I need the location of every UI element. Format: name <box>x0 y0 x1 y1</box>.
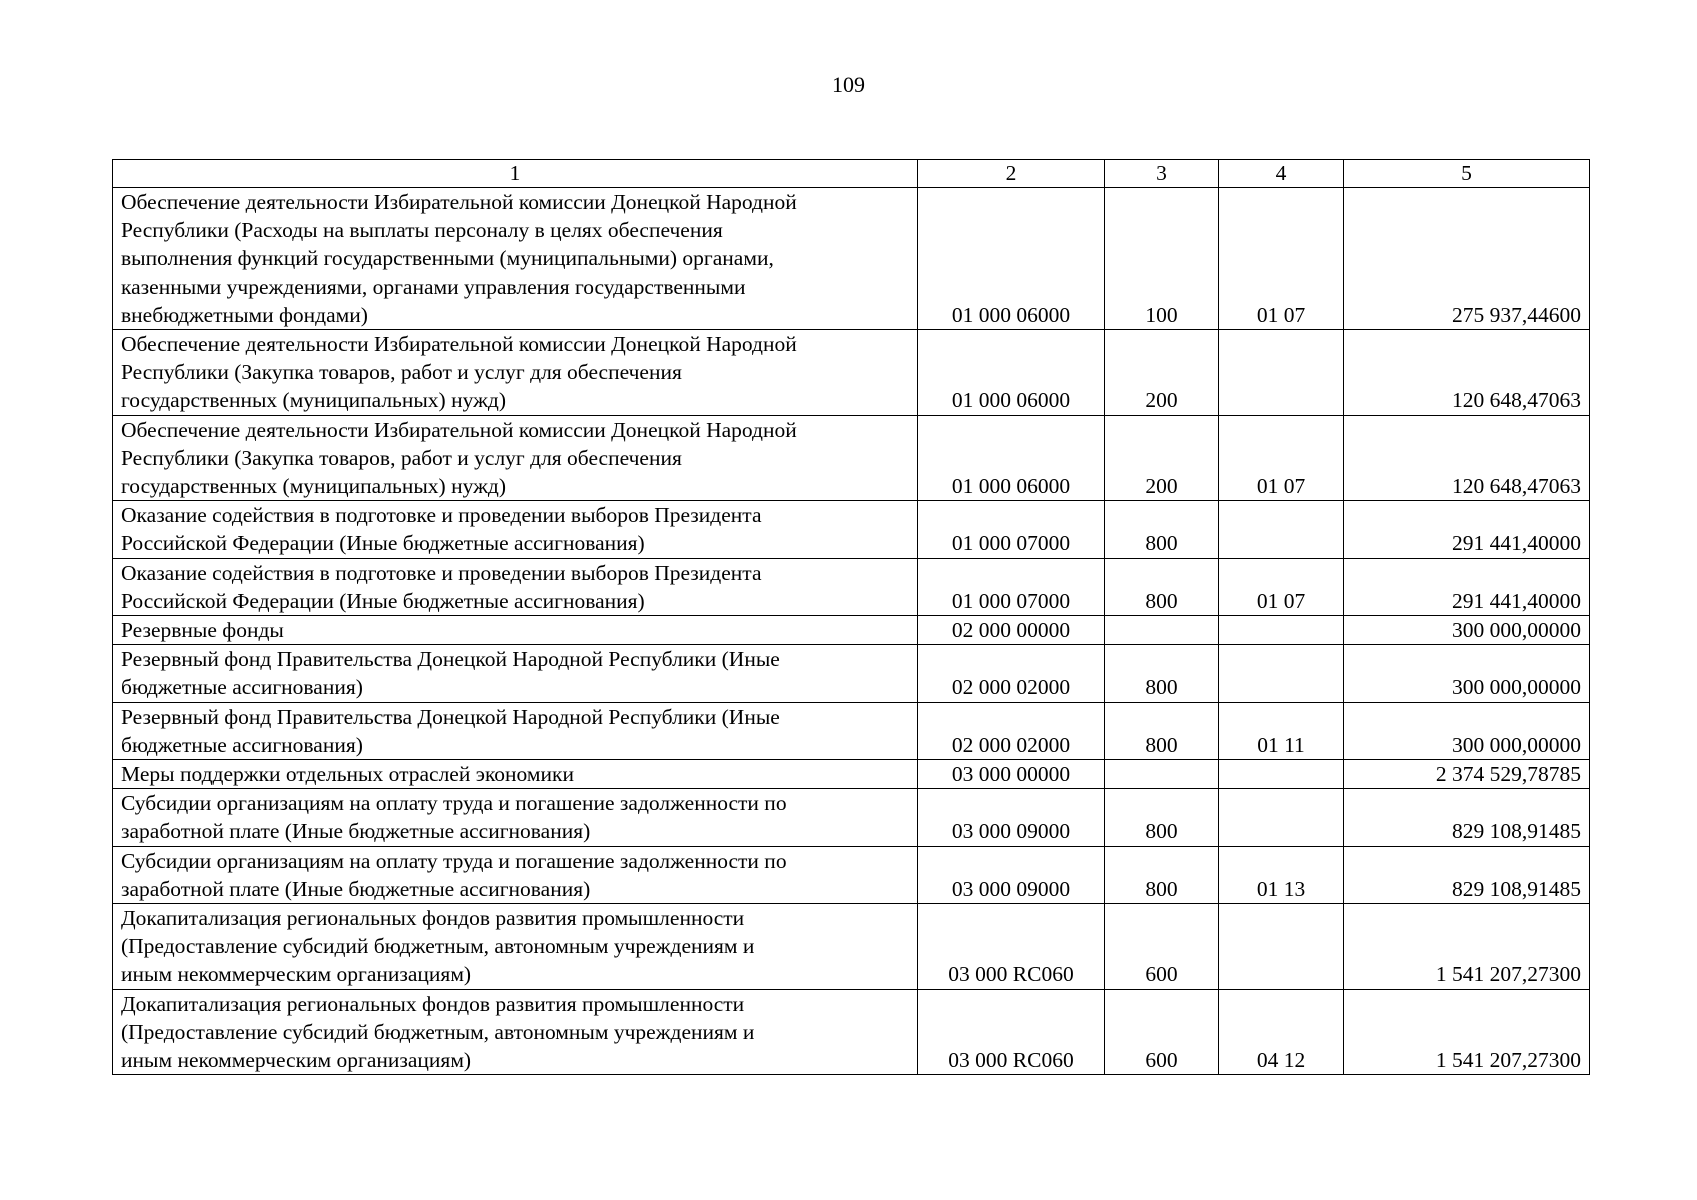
table-row <box>113 846 1590 903</box>
header-cell-3: 3 <box>1105 160 1219 188</box>
row-section <box>1219 645 1344 702</box>
row-amount: 300 000,00000 <box>1344 645 1590 702</box>
row-name: Докапитализация региональных фондов развития промышленности (Предоставление субсидий бюджетным, автономным учреждениям и иным некоммерческим организациям) <box>113 904 918 990</box>
row-code: 03 000 RC060 <box>918 989 1105 1075</box>
table-row <box>113 616 1590 645</box>
page-number: 109 <box>832 72 865 97</box>
row-name: Меры поддержки отдельных отраслей экономики <box>113 760 918 789</box>
row-expense-type: 800 <box>1105 702 1219 759</box>
row-name: Резервный фонд Правительства Донецкой Народной Республики (Иные бюджетные ассигнования) <box>113 645 918 702</box>
row-amount: 2 374 529,78785 <box>1344 760 1590 789</box>
row-amount: 291 441,40000 <box>1344 558 1590 615</box>
row-name: Резервные фонды <box>113 616 918 645</box>
row-name: Резервный фонд Правительства Донецкой Народной Республики (Иные бюджетные ассигнования) <box>113 702 918 759</box>
row-amount: 829 108,91485 <box>1344 846 1590 903</box>
row-name: Оказание содействия в подготовке и проведении выборов Президента Российской Федерации (Иные бюджетные ассигнования) <box>113 501 918 558</box>
row-expense-type: 800 <box>1105 789 1219 846</box>
row-expense-type: 800 <box>1105 501 1219 558</box>
table-row <box>113 501 1590 558</box>
row-expense-type: 800 <box>1105 558 1219 615</box>
row-section: 01 07 <box>1219 415 1344 501</box>
table-row <box>113 330 1590 416</box>
row-section <box>1219 501 1344 558</box>
row-name: Обеспечение деятельности Избирательной комиссии Донецкой Народной Республики (Закупка товаров, работ и услуг для обеспечения государственных (муниципальных) нужд) <box>113 330 918 416</box>
row-section: 01 13 <box>1219 846 1344 903</box>
row-amount: 300 000,00000 <box>1344 616 1590 645</box>
row-code: 01 000 06000 <box>918 330 1105 416</box>
row-name: Субсидии организациям на оплату труда и погашение задолженности по заработной плате (Иные бюджетные ассигнования) <box>113 846 918 903</box>
row-expense-type: 600 <box>1105 904 1219 990</box>
row-code: 03 000 09000 <box>918 846 1105 903</box>
row-amount: 120 648,47063 <box>1344 330 1590 416</box>
row-expense-type: 800 <box>1105 645 1219 702</box>
row-section <box>1219 330 1344 416</box>
row-amount: 275 937,44600 <box>1344 188 1590 330</box>
row-expense-type: 200 <box>1105 330 1219 416</box>
row-expense-type: 600 <box>1105 989 1219 1075</box>
row-expense-type: 200 <box>1105 415 1219 501</box>
row-amount: 120 648,47063 <box>1344 415 1590 501</box>
table-row <box>113 904 1590 990</box>
row-expense-type: 800 <box>1105 846 1219 903</box>
row-code: 02 000 02000 <box>918 645 1105 702</box>
header-row <box>113 160 1590 188</box>
row-code: 03 000 00000 <box>918 760 1105 789</box>
row-amount: 829 108,91485 <box>1344 789 1590 846</box>
row-name: Обеспечение деятельности Избирательной комиссии Донецкой Народной Республики (Закупка товаров, работ и услуг для обеспечения государственных (муниципальных) нужд) <box>113 415 918 501</box>
row-code: 03 000 09000 <box>918 789 1105 846</box>
row-name: Субсидии организациям на оплату труда и погашение задолженности по заработной плате (Иные бюджетные ассигнования) <box>113 789 918 846</box>
row-amount: 1 541 207,27300 <box>1344 904 1590 990</box>
row-amount: 1 541 207,27300 <box>1344 989 1590 1075</box>
table-row <box>113 789 1590 846</box>
header-cell-1: 1 <box>113 160 918 188</box>
row-code: 01 000 07000 <box>918 558 1105 615</box>
row-code: 01 000 06000 <box>918 415 1105 501</box>
row-section: 01 07 <box>1219 558 1344 615</box>
table-row <box>113 989 1590 1075</box>
row-expense-type: 100 <box>1105 188 1219 330</box>
table-row <box>113 415 1590 501</box>
header-cell-5: 5 <box>1344 160 1590 188</box>
row-code: 03 000 RC060 <box>918 904 1105 990</box>
table-row <box>113 558 1590 615</box>
row-code: 02 000 02000 <box>918 702 1105 759</box>
row-section <box>1219 904 1344 990</box>
row-code: 02 000 00000 <box>918 616 1105 645</box>
row-section <box>1219 616 1344 645</box>
table-body <box>113 188 1590 1075</box>
table-row <box>113 702 1590 759</box>
header-cell-2: 2 <box>918 160 1105 188</box>
row-name: Докапитализация региональных фондов развития промышленности (Предоставление субсидий бюджетным, автономным учреждениям и иным некоммерческим организациям) <box>113 989 918 1075</box>
header-cell-4: 4 <box>1219 160 1344 188</box>
row-name: Оказание содействия в подготовке и проведении выборов Президента Российской Федерации (Иные бюджетные ассигнования) <box>113 558 918 615</box>
row-amount: 291 441,40000 <box>1344 501 1590 558</box>
table-row <box>113 760 1590 789</box>
row-name: Обеспечение деятельности Избирательной комиссии Донецкой Народной Республики (Расходы на выплаты персоналу в целях обеспечения выполнения функций государственными (муниципальными) органами, казенными учреждениями, органами управления государственными внебюджетными фондами) <box>113 188 918 330</box>
row-code: 01 000 07000 <box>918 501 1105 558</box>
budget-table <box>112 159 1590 1075</box>
row-section <box>1219 789 1344 846</box>
row-section <box>1219 760 1344 789</box>
table-row <box>113 188 1590 330</box>
row-code: 01 000 06000 <box>918 188 1105 330</box>
row-expense-type <box>1105 616 1219 645</box>
row-amount: 300 000,00000 <box>1344 702 1590 759</box>
row-section: 04 12 <box>1219 989 1344 1075</box>
row-section: 01 07 <box>1219 188 1344 330</box>
table-row <box>113 645 1590 702</box>
row-expense-type <box>1105 760 1219 789</box>
row-section: 01 11 <box>1219 702 1344 759</box>
